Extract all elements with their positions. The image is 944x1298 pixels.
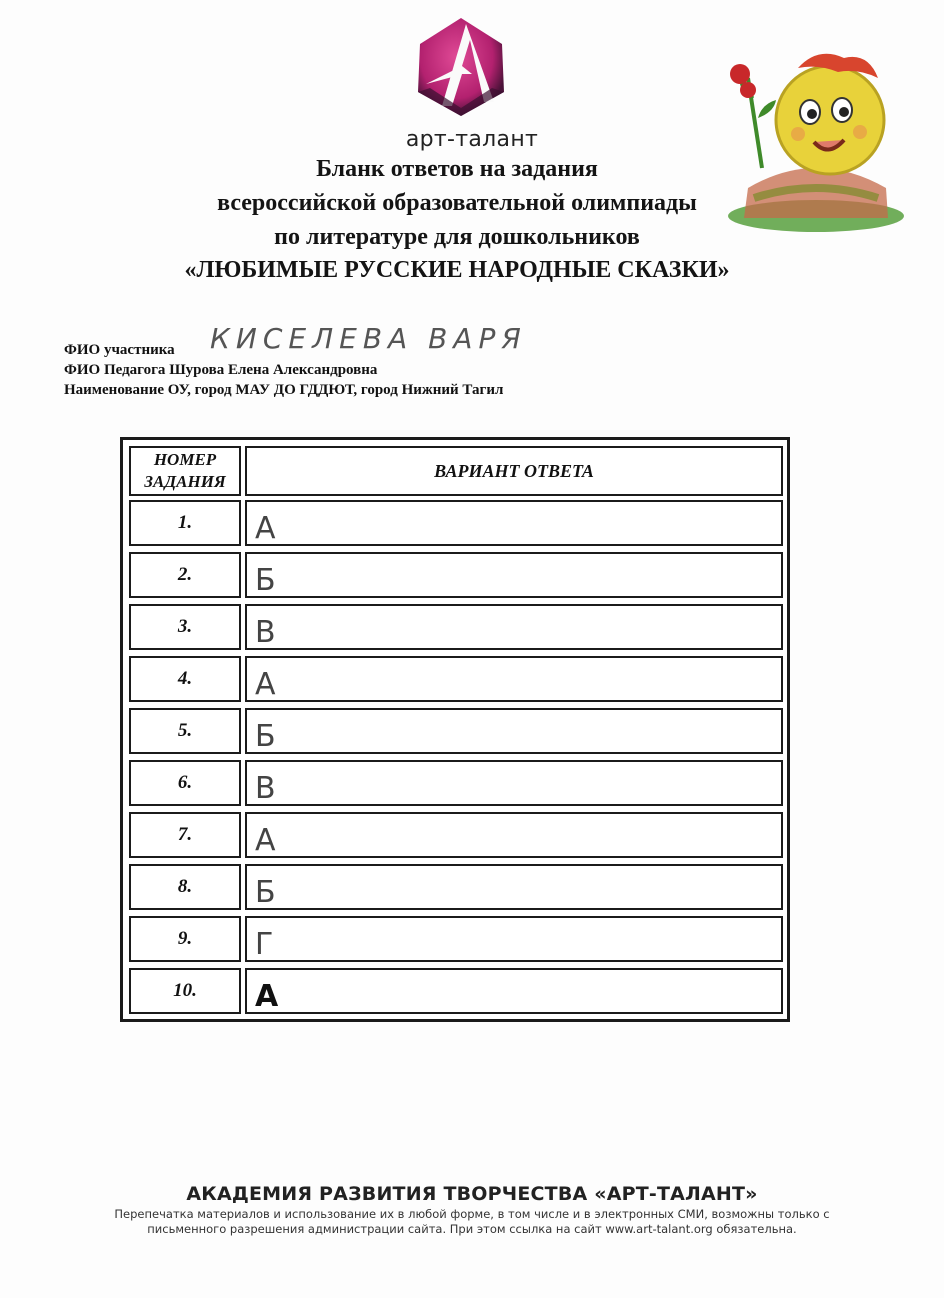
answer-handwritten: А bbox=[255, 667, 276, 702]
table-row bbox=[129, 500, 783, 546]
task-number-cell: 2. bbox=[129, 552, 241, 598]
answer-handwritten: Б bbox=[255, 719, 276, 754]
answer-handwritten: Б bbox=[255, 875, 276, 910]
institution-label: Наименование ОУ, город bbox=[64, 382, 232, 398]
table-row bbox=[129, 552, 783, 598]
answer-cell[interactable] bbox=[245, 864, 783, 910]
art-talant-logo bbox=[412, 14, 510, 120]
column-header-answer: ВАРИАНТ ОТВЕТА bbox=[245, 446, 783, 496]
teacher-label: ФИО Педагога bbox=[64, 362, 166, 378]
task-number-cell: 9. bbox=[129, 916, 241, 962]
institution-value: МАУ ДО ГДДЮТ, город Нижний Тагил bbox=[235, 382, 504, 398]
form-title-line-3: по литературе для дошкольников bbox=[274, 224, 640, 250]
copyright-notice-line1: Перепечатка материалов и использование их в любой форме, в том числе и в электронных СМИ, возможны только с bbox=[114, 1207, 830, 1221]
table-row bbox=[129, 656, 783, 702]
academy-name: АКАДЕМИЯ РАЗВИТИЯ ТВОРЧЕСТВА «АРТ-ТАЛАНТ» bbox=[186, 1183, 758, 1205]
answer-handwritten: Г bbox=[255, 927, 274, 962]
answer-cell[interactable] bbox=[245, 968, 783, 1014]
answer-handwritten: В bbox=[255, 771, 276, 806]
answer-cell[interactable] bbox=[245, 812, 783, 858]
answers-table bbox=[120, 437, 790, 1022]
task-number-cell: 3. bbox=[129, 604, 241, 650]
task-number-cell: 10. bbox=[129, 968, 241, 1014]
table-row bbox=[129, 708, 783, 754]
table-row bbox=[129, 812, 783, 858]
table-row bbox=[129, 604, 783, 650]
answer-cell[interactable] bbox=[245, 708, 783, 754]
teacher-row bbox=[64, 362, 377, 379]
table-row bbox=[129, 968, 783, 1014]
answer-handwritten: А bbox=[255, 979, 279, 1014]
table-row bbox=[129, 864, 783, 910]
copyright-notice-line2: письменного разрешения администрации сайта. При этом ссылка на сайт www.art-talant.org обязательна. bbox=[147, 1222, 797, 1236]
answer-cell[interactable] bbox=[245, 500, 783, 546]
participant-name-handwritten: КИСЕЛЕВА ВАРЯ bbox=[210, 322, 527, 355]
copyright-notice bbox=[90, 1207, 854, 1237]
answer-handwritten: В bbox=[255, 615, 276, 650]
column-header-task-number-line1: НОМЕР bbox=[153, 450, 217, 469]
teacher-value: Шурова Елена Александровна bbox=[169, 362, 378, 378]
form-title-line-2: всероссийской образовательной олимпиады bbox=[217, 190, 697, 216]
table-row bbox=[129, 916, 783, 962]
task-number-cell: 6. bbox=[129, 760, 241, 806]
participant-label: ФИО участника bbox=[64, 342, 175, 358]
task-number-cell: 8. bbox=[129, 864, 241, 910]
answer-cell[interactable] bbox=[245, 916, 783, 962]
form-title-line-4: «ЛЮБИМЫЕ РУССКИЕ НАРОДНЫЕ СКАЗКИ» bbox=[184, 257, 730, 283]
task-number-cell: 4. bbox=[129, 656, 241, 702]
table-row bbox=[129, 760, 783, 806]
answer-handwritten: Б bbox=[255, 563, 276, 598]
institution-row bbox=[64, 382, 503, 399]
answer-handwritten: А bbox=[255, 511, 276, 546]
brand-name: арт-талант bbox=[405, 127, 539, 152]
answer-handwritten: А bbox=[255, 823, 276, 858]
column-header-task-number bbox=[129, 446, 241, 496]
answer-cell[interactable] bbox=[245, 760, 783, 806]
column-header-task-number-line2: ЗАДАНИЯ bbox=[144, 472, 226, 491]
form-title-line-1: Бланк ответов на задания bbox=[316, 156, 598, 182]
participant-row bbox=[64, 342, 175, 359]
answer-cell[interactable] bbox=[245, 552, 783, 598]
task-number-cell: 5. bbox=[129, 708, 241, 754]
task-number-cell: 1. bbox=[129, 500, 241, 546]
answer-cell[interactable] bbox=[245, 656, 783, 702]
answer-cell[interactable] bbox=[245, 604, 783, 650]
task-number-cell: 7. bbox=[129, 812, 241, 858]
